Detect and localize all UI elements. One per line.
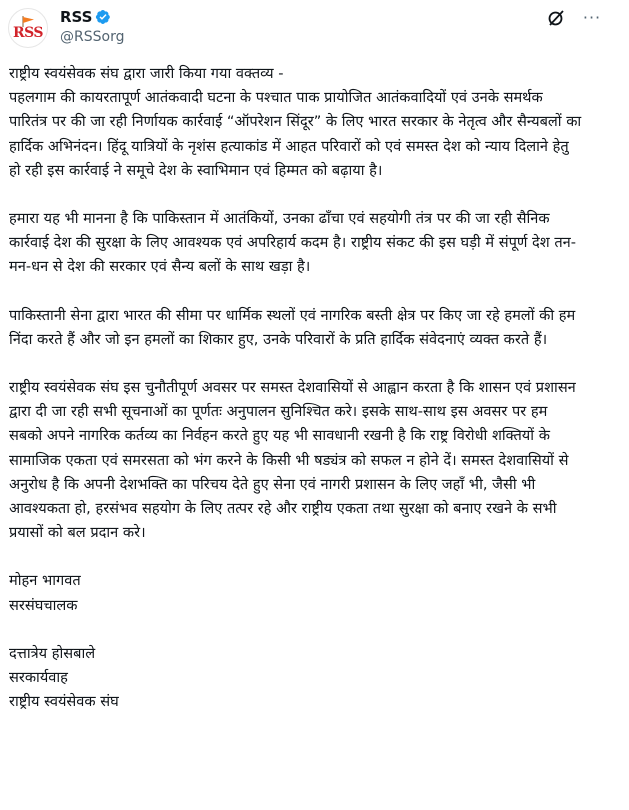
post-paragraph: राष्ट्रीय स्वयंसेवक संघ द्वारा जारी किया गया वक्तव्य - पहलगाम की कायरतापूर्ण आतंकवादी घटना के पश्चात पाक प्रायोजित आतंकवादियों एवं उनके समर्थक पारितंत्र पर की जा रही निर्णायक कार्रवाई “ऑपरेशन सिंदूर” के लिए भारत सरकार के नेतृत्व और सैन्यबलों का हार्दिक अभिनंदन। हिंदू यात्रियों के नृशंस हत्याकांड में आहत परिवारों को एवं समस्त देश को न्याय दिलाने हेतु हो रही इस कार्रवाई ने समूचे देश के स्वाभिमान एवं हिम्मत को बढ़ाया है। <box>9 65 582 179</box>
post-text <box>9 62 584 714</box>
account-name-row <box>60 8 111 26</box>
avatar[interactable] <box>8 8 48 48</box>
post-actions <box>547 9 601 27</box>
signature-block: मोहन भागवत सरसंघचालक <box>9 572 81 614</box>
account-handle[interactable]: @RSSorg <box>60 29 125 45</box>
signature-block: दत्तात्रेय होसबाले सरकार्यवाह राष्ट्रीय स्वयंसेवक संघ <box>9 644 119 711</box>
verified-badge-icon <box>95 9 111 25</box>
post-paragraph: पाकिस्तानी सेना द्वारा भारत की सीमा पर धार्मिक स्थलों एवं नागरिक बस्ती क्षेत्र पर किए जा रहे हमलों की हम निंदा करते हैं और जो इन हमलों का शिकार हुए, उनके परिवारों के प्रति हार्दिक संवेदनाएं व्यक्त करते हैं। <box>9 306 576 348</box>
grok-icon[interactable] <box>547 9 565 27</box>
avatar-logo-text: RSS <box>12 25 44 41</box>
post-paragraph: राष्ट्रीय स्वयंसेवक संघ इस चुनौतीपूर्ण अवसर पर समस्त देशवासियों से आह्वान करता है कि शासन एवं प्रशासन द्वारा दी जा रही सभी सूचनाओं का पूर्णतः अनुपालन सुनिश्चित करे। इसके साथ-साथ इस अवसर पर हम सबको अपने नागरिक कर्तव्य का निर्वहन करते हुए यह भी सावधानी रखनी है कि राष्ट्र विरोधी शक्तियों के सामाजिक एकता एवं समरसता को भंग करने के किसी भी षड्यंत्र को सफल न होने दें। समस्त देशवासियों से अनुरोध है कि अपनी देशभक्ति का परिचय देते हुए सेना एवं नागरी प्रशासन के लिए जहाँ भी, जैसी भी आवश्यकता हो, हरसंभव सहयोग के लिए तत्पर रहे और राष्ट्रीय एकता तथा सुरक्षा को बनाए रखने के सभी प्रयासों को बल प्रदान करे। <box>9 379 576 542</box>
more-icon[interactable]: ··· <box>582 8 602 27</box>
display-name[interactable]: RSS <box>60 8 93 26</box>
post-paragraph: हमारा यह भी मानना है कि पाकिस्तान में आतंकियों, उनका ढाँचा एवं सहयोगी तंत्र पर की जा रही सैनिक कार्रवाई देश की सुरक्षा के लिए आवश्यक एवं अपरिहार्य कदम है। राष्ट्रीय संकट की इस घड़ी में संपूर्ण देश तन-मन-धन से देश की सरकार एवं सैन्य बलों के साथ खड़ा है। <box>9 210 577 276</box>
